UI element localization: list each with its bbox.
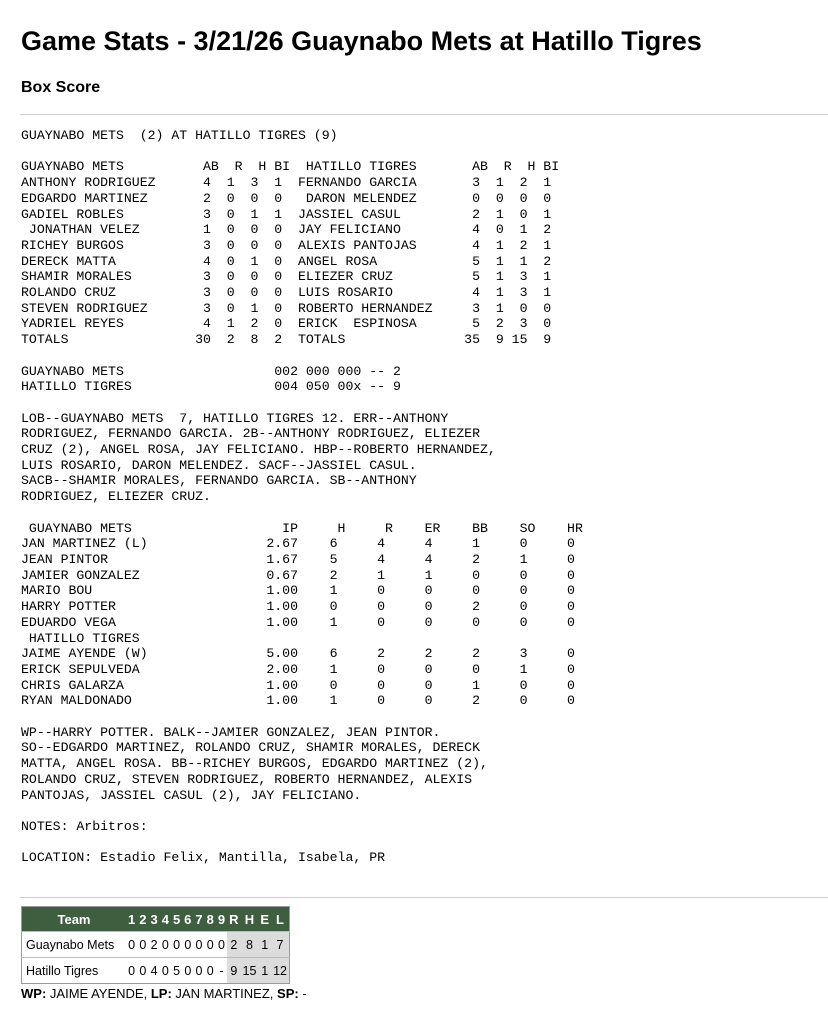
save-pitcher: -	[302, 986, 307, 1001]
inning-score: 4	[148, 958, 159, 984]
total-hits: 8	[241, 932, 259, 958]
box-score-text	[21, 128, 583, 866]
inning-score: 5	[171, 958, 182, 984]
box-score-line: GUAYNABO METS (2) AT HATILLO TIGRES (9)	[21, 128, 338, 143]
box-score-line: NOTES: Arbitros:	[21, 818, 148, 834]
box-score-line: GUAYNABO METS IP H R ER BB SO HR	[21, 520, 583, 536]
header-inning-8: 8	[205, 907, 216, 932]
box-score-line: RICHEY BURGOS 3 0 0 0 ALEXIS PANTOJAS 4 1 2 1	[21, 237, 552, 253]
box-score-line: MARIO BOU 1.00 1 0 0 0 0 0	[21, 583, 575, 599]
sp-label: SP:	[277, 986, 299, 1001]
box-score-line: MATTA, ANGEL ROSA. BB--RICHEY BURGOS, EDGARDO MARTINEZ (2),	[21, 756, 488, 772]
line-score-header-row	[22, 907, 290, 932]
box-score-line: SHAMIR MORALES 3 0 0 0 ELIEZER CRUZ 5 1 3 1	[21, 269, 552, 285]
total-hits: 15	[241, 958, 259, 984]
total-runs: 9	[227, 958, 240, 984]
box-score-line: EDGARDO MARTINEZ 2 0 0 0 DARON MELENDEZ 0 0 0 0	[21, 190, 552, 206]
box-score-line: LOB--GUAYNABO METS 7, HATILLO TIGRES 12. ERR--ANTHONY	[21, 410, 449, 426]
line-score-row-hatillo	[22, 958, 290, 984]
box-score-heading: Box Score	[21, 79, 101, 96]
page-title: Game Stats - 3/21/26 Guaynabo Mets at Hatillo Tigres	[21, 26, 702, 56]
inning-score: 0	[193, 932, 204, 958]
box-score-line: GADIEL ROBLES 3 0 1 1 JASSIEL CASUL 2 1 0 1	[21, 206, 552, 222]
inning-score: 0	[160, 958, 171, 984]
box-score-line: STEVEN RODRIGUEZ 3 0 1 0 ROBERTO HERNANDEZ 3 1 0 0	[21, 300, 552, 316]
box-score-line: JAMIER GONZALEZ 0.67 2 1 1 0 0 0	[21, 567, 575, 583]
box-score-line: JAN MARTINEZ (L) 2.67 6 4 4 1 0 0	[21, 536, 575, 552]
inning-score: 0	[193, 958, 204, 984]
box-score-line: EDUARDO VEGA 1.00 1 0 0 0 0 0	[21, 614, 575, 630]
box-score-line: RODRIGUEZ, ELIEZER CRUZ.	[21, 489, 211, 505]
winning-pitcher: JAIME AYENDE,	[49, 986, 148, 1001]
header-inning-2: 2	[137, 907, 148, 932]
inning-score: 0	[137, 958, 148, 984]
box-score-line: GUAYNABO METS AB R H BI HATILLO TIGRES AB R H BI	[21, 159, 560, 175]
box-score-line: RYAN MALDONADO 1.00 1 0 0 2 0 0	[21, 693, 575, 709]
box-score-line: SACB--SHAMIR MORALES, FERNANDO GARCIA. SB--ANTHONY	[21, 473, 417, 489]
losing-pitcher: JAN MARTINEZ,	[175, 986, 274, 1001]
header-lob: L	[271, 907, 289, 932]
header-runs: R	[227, 907, 240, 932]
box-score-line: TOTALS 30 2 8 2 TOTALS 35 9 15 9	[21, 332, 552, 348]
header-inning-7: 7	[193, 907, 204, 932]
header-inning-6: 6	[182, 907, 193, 932]
header-inning-3: 3	[148, 907, 159, 932]
box-score-line: HATILLO TIGRES 004 050 00x -- 9	[21, 379, 401, 395]
total-runs: 2	[227, 932, 240, 958]
inning-score: 0	[182, 958, 193, 984]
box-score-line: ROLANDO CRUZ, STEVEN RODRIGUEZ, ROBERTO HERNANDEZ, ALEXIS	[21, 771, 473, 787]
team-name: Guaynabo Mets	[22, 932, 127, 958]
lp-label: LP:	[150, 986, 172, 1001]
pitchers-of-record	[21, 986, 307, 1001]
inning-score: 0	[126, 932, 137, 958]
box-score-line: GUAYNABO METS 002 000 000 -- 2	[21, 363, 401, 379]
header-team: Team	[22, 907, 127, 932]
box-score-line: HATILLO TIGRES	[21, 630, 140, 646]
box-score-line: WP--HARRY POTTER. BALK--JAMIER GONZALEZ, JEAN PINTOR.	[21, 724, 441, 740]
total-errors: 1	[258, 932, 271, 958]
inning-score: 0	[137, 932, 148, 958]
box-score-line: ROLANDO CRUZ 3 0 0 0 LUIS ROSARIO 4 1 3 1	[21, 285, 552, 301]
header-errors: E	[258, 907, 271, 932]
team-name: Hatillo Tigres	[22, 958, 127, 984]
box-score-line: DERECK MATTA 4 0 1 0 ANGEL ROSA 5 1 1 2	[21, 253, 552, 269]
total-lob: 7	[271, 932, 289, 958]
box-score-line: CHRIS GALARZA 1.00 0 0 0 1 0 0	[21, 677, 575, 693]
total-lob: 12	[271, 958, 289, 984]
inning-score: 0	[205, 932, 216, 958]
box-score-line: JONATHAN VELEZ 1 0 0 0 JAY FELICIANO 4 0 1 2	[21, 222, 552, 238]
inning-score: 0	[160, 932, 171, 958]
wp-label: WP:	[21, 986, 47, 1001]
inning-score: 2	[148, 932, 159, 958]
box-score-line: SO--EDGARDO MARTINEZ, ROLANDO CRUZ, SHAMIR MORALES, DERECK	[21, 740, 480, 756]
box-score-line: LUIS ROSARIO, DARON MELENDEZ. SACF--JASSIEL CASUL.	[21, 457, 417, 473]
box-score-line: ANTHONY RODRIGUEZ 4 1 3 1 FERNANDO GARCIA 3 1 2 1	[21, 175, 552, 191]
box-score-line: JAIME AYENDE (W) 5.00 6 2 2 2 3 0	[21, 646, 575, 662]
line-score-row-guaynabo	[22, 932, 290, 958]
box-score-line: HARRY POTTER 1.00 0 0 0 2 0 0	[21, 599, 575, 615]
box-score-line: LOCATION: Estadio Felix, Mantilla, Isabela, PR	[21, 850, 386, 866]
inning-score: 0	[205, 958, 216, 984]
header-inning-5: 5	[171, 907, 182, 932]
inning-score: 0	[126, 958, 137, 984]
divider-top	[20, 114, 828, 115]
inning-score: -	[216, 958, 227, 984]
box-score-line: CRUZ (2), ANGEL ROSA, JAY FELICIANO. HBP--ROBERTO HERNANDEZ,	[21, 442, 496, 458]
header-inning-1: 1	[126, 907, 137, 932]
header-inning-9: 9	[216, 907, 227, 932]
line-score-table	[21, 906, 290, 984]
box-score-line: RODRIGUEZ, FERNANDO GARCIA. 2B--ANTHONY RODRIGUEZ, ELIEZER	[21, 426, 480, 442]
total-errors: 1	[258, 958, 271, 984]
box-score-line: JEAN PINTOR 1.67 5 4 4 2 1 0	[21, 551, 575, 567]
box-score-line: PANTOJAS, JASSIEL CASUL (2), JAY FELICIANO.	[21, 787, 362, 803]
inning-score: 0	[171, 932, 182, 958]
box-score-line: ERICK SEPULVEDA 2.00 1 0 0 0 1 0	[21, 661, 575, 677]
inning-score: 0	[216, 932, 227, 958]
box-score-line: YADRIEL REYES 4 1 2 0 ERICK ESPINOSA 5 2 3 0	[21, 316, 552, 332]
divider-bottom	[20, 897, 828, 898]
inning-score: 0	[182, 932, 193, 958]
header-hits: H	[241, 907, 259, 932]
header-inning-4: 4	[160, 907, 171, 932]
